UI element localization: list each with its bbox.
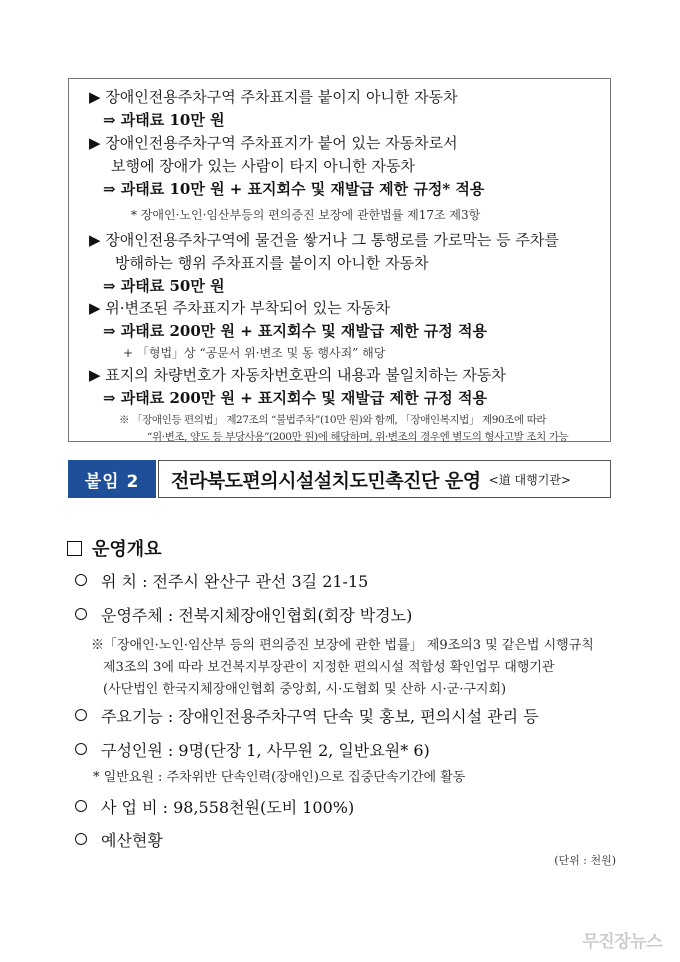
fine-2m-mismatch: ⇒ 과태료 200만 원 + 표지회수 및 재발급 제한 규정 적용 bbox=[103, 389, 487, 407]
fine-500k: ⇒ 과태료 50만 원 bbox=[103, 277, 225, 295]
item-function bbox=[75, 704, 539, 727]
criminal-law-note: + 「형법」상 “공문서 위·변조 및 동 행사죄” 해당 bbox=[123, 346, 386, 360]
budget-text: 사 업 비 : 98,558천원(도비 100%) bbox=[101, 798, 355, 817]
fine-100k-revoke: ⇒ 과태료 10만 원 + 표지회수 및 재발급 제한 규정* 적용 bbox=[103, 180, 485, 198]
attachment-subtitle: <道 대행기관> bbox=[488, 472, 571, 487]
item-location bbox=[75, 569, 368, 592]
section-heading bbox=[67, 535, 162, 561]
designation-note-2: 제3조의 3에 따라 보건복지부장관이 지정한 편의시설 적합성 확인업무 대행기관 bbox=[103, 660, 555, 675]
location-text: 위 치 : 전주시 완산구 관선 3길 21-15 bbox=[101, 572, 369, 591]
members-note: * 일반요원 : 주차위반 단속인력(장애인)으로 집중단속기간에 활동 bbox=[93, 770, 466, 785]
item-nondisabled-vehicle-cont: 보행에 장애가 있는 사람이 타지 아니한 자동차 bbox=[111, 157, 415, 175]
circle-bullet-icon bbox=[75, 800, 87, 812]
item-forged-sign: ▶ 위·변조된 주차표지가 부착되어 있는 자동차 bbox=[89, 299, 390, 317]
item-plate-mismatch: ▶ 표지의 차량번호가 자동차번호판의 내용과 불일치하는 자동차 bbox=[89, 366, 506, 384]
item-members bbox=[75, 738, 430, 761]
law-footnote: * 장애인·노인·임산부등의 편의증진 보장에 관한법률 제17조 제3항 bbox=[131, 208, 481, 222]
item-budget bbox=[75, 795, 354, 818]
legal-note-2: “위·변조, 양도 등 부당사용”(200만 원)에 해당하며, 위·변조의 경우엔 별도의 형사고발 조치 가능 bbox=[147, 431, 569, 443]
unit-label: (단위 : 천원) bbox=[554, 854, 616, 867]
circle-bullet-icon bbox=[75, 709, 87, 721]
function-text: 주요기능 : 장애인전용주차구역 단속 및 홍보, 편의시설 관리 등 bbox=[101, 707, 539, 726]
item-operator bbox=[75, 603, 412, 626]
checkbox-icon bbox=[67, 541, 82, 556]
item-unmarked-vehicle: ▶ 장애인전용주차구역 주차표지를 붙이지 아니한 자동차 bbox=[89, 88, 458, 106]
item-budget-status bbox=[75, 828, 163, 851]
watermark: 무진장뉴스 bbox=[582, 932, 662, 952]
attachment-title-box bbox=[158, 460, 611, 498]
item-nondisabled-vehicle: ▶ 장애인전용주차구역 주차표지가 붙어 있는 자동차로서 bbox=[89, 134, 458, 152]
fine-2m-forged: ⇒ 과태료 200만 원 + 표지회수 및 재발급 제한 규정 적용 bbox=[103, 322, 487, 340]
section-title: 운영개요 bbox=[92, 539, 162, 560]
attachment-tag: 붙임 2 bbox=[68, 460, 156, 498]
penalty-info-box bbox=[68, 78, 611, 442]
members-text: 구성인원 : 9명(단장 1, 사무원 2, 일반요원* 6) bbox=[101, 741, 430, 760]
circle-bullet-icon bbox=[75, 833, 87, 845]
circle-bullet-icon bbox=[75, 574, 87, 586]
item-obstruction: ▶ 장애인전용주차구역에 물건을 쌓거나 그 통행로를 가로막는 등 주차를 bbox=[89, 231, 559, 249]
legal-note-1: ※ 「장애인등 편의법」 제27조의 “불법주차”(10만 원)와 함께, 「장애인복지법」 제90조에 따라 bbox=[119, 414, 547, 426]
circle-bullet-icon bbox=[75, 743, 87, 755]
designation-note-1: ※「장애인·노인·임산부 등의 편의증진 보장에 관한 법률」 제9조의3 및 같은법 시행규칙 bbox=[91, 638, 594, 653]
item-obstruction-cont: 방해하는 행위 주차표지를 붙이지 아니한 자동차 bbox=[115, 254, 429, 272]
budget-status-text: 예산현황 bbox=[101, 831, 163, 850]
circle-bullet-icon bbox=[75, 608, 87, 620]
operator-text: 운영주체 : 전북지체장애인협회(회장 박경노) bbox=[101, 606, 413, 625]
attachment-title: 전라북도편의시설설치도민촉진단 운영 bbox=[171, 469, 481, 492]
fine-100k: ⇒ 과태료 10만 원 bbox=[103, 111, 225, 129]
designation-note-3: (사단법인 한국지체장애인협회 중앙회, 시·도협회 및 산하 시·군·구지회) bbox=[103, 682, 507, 697]
